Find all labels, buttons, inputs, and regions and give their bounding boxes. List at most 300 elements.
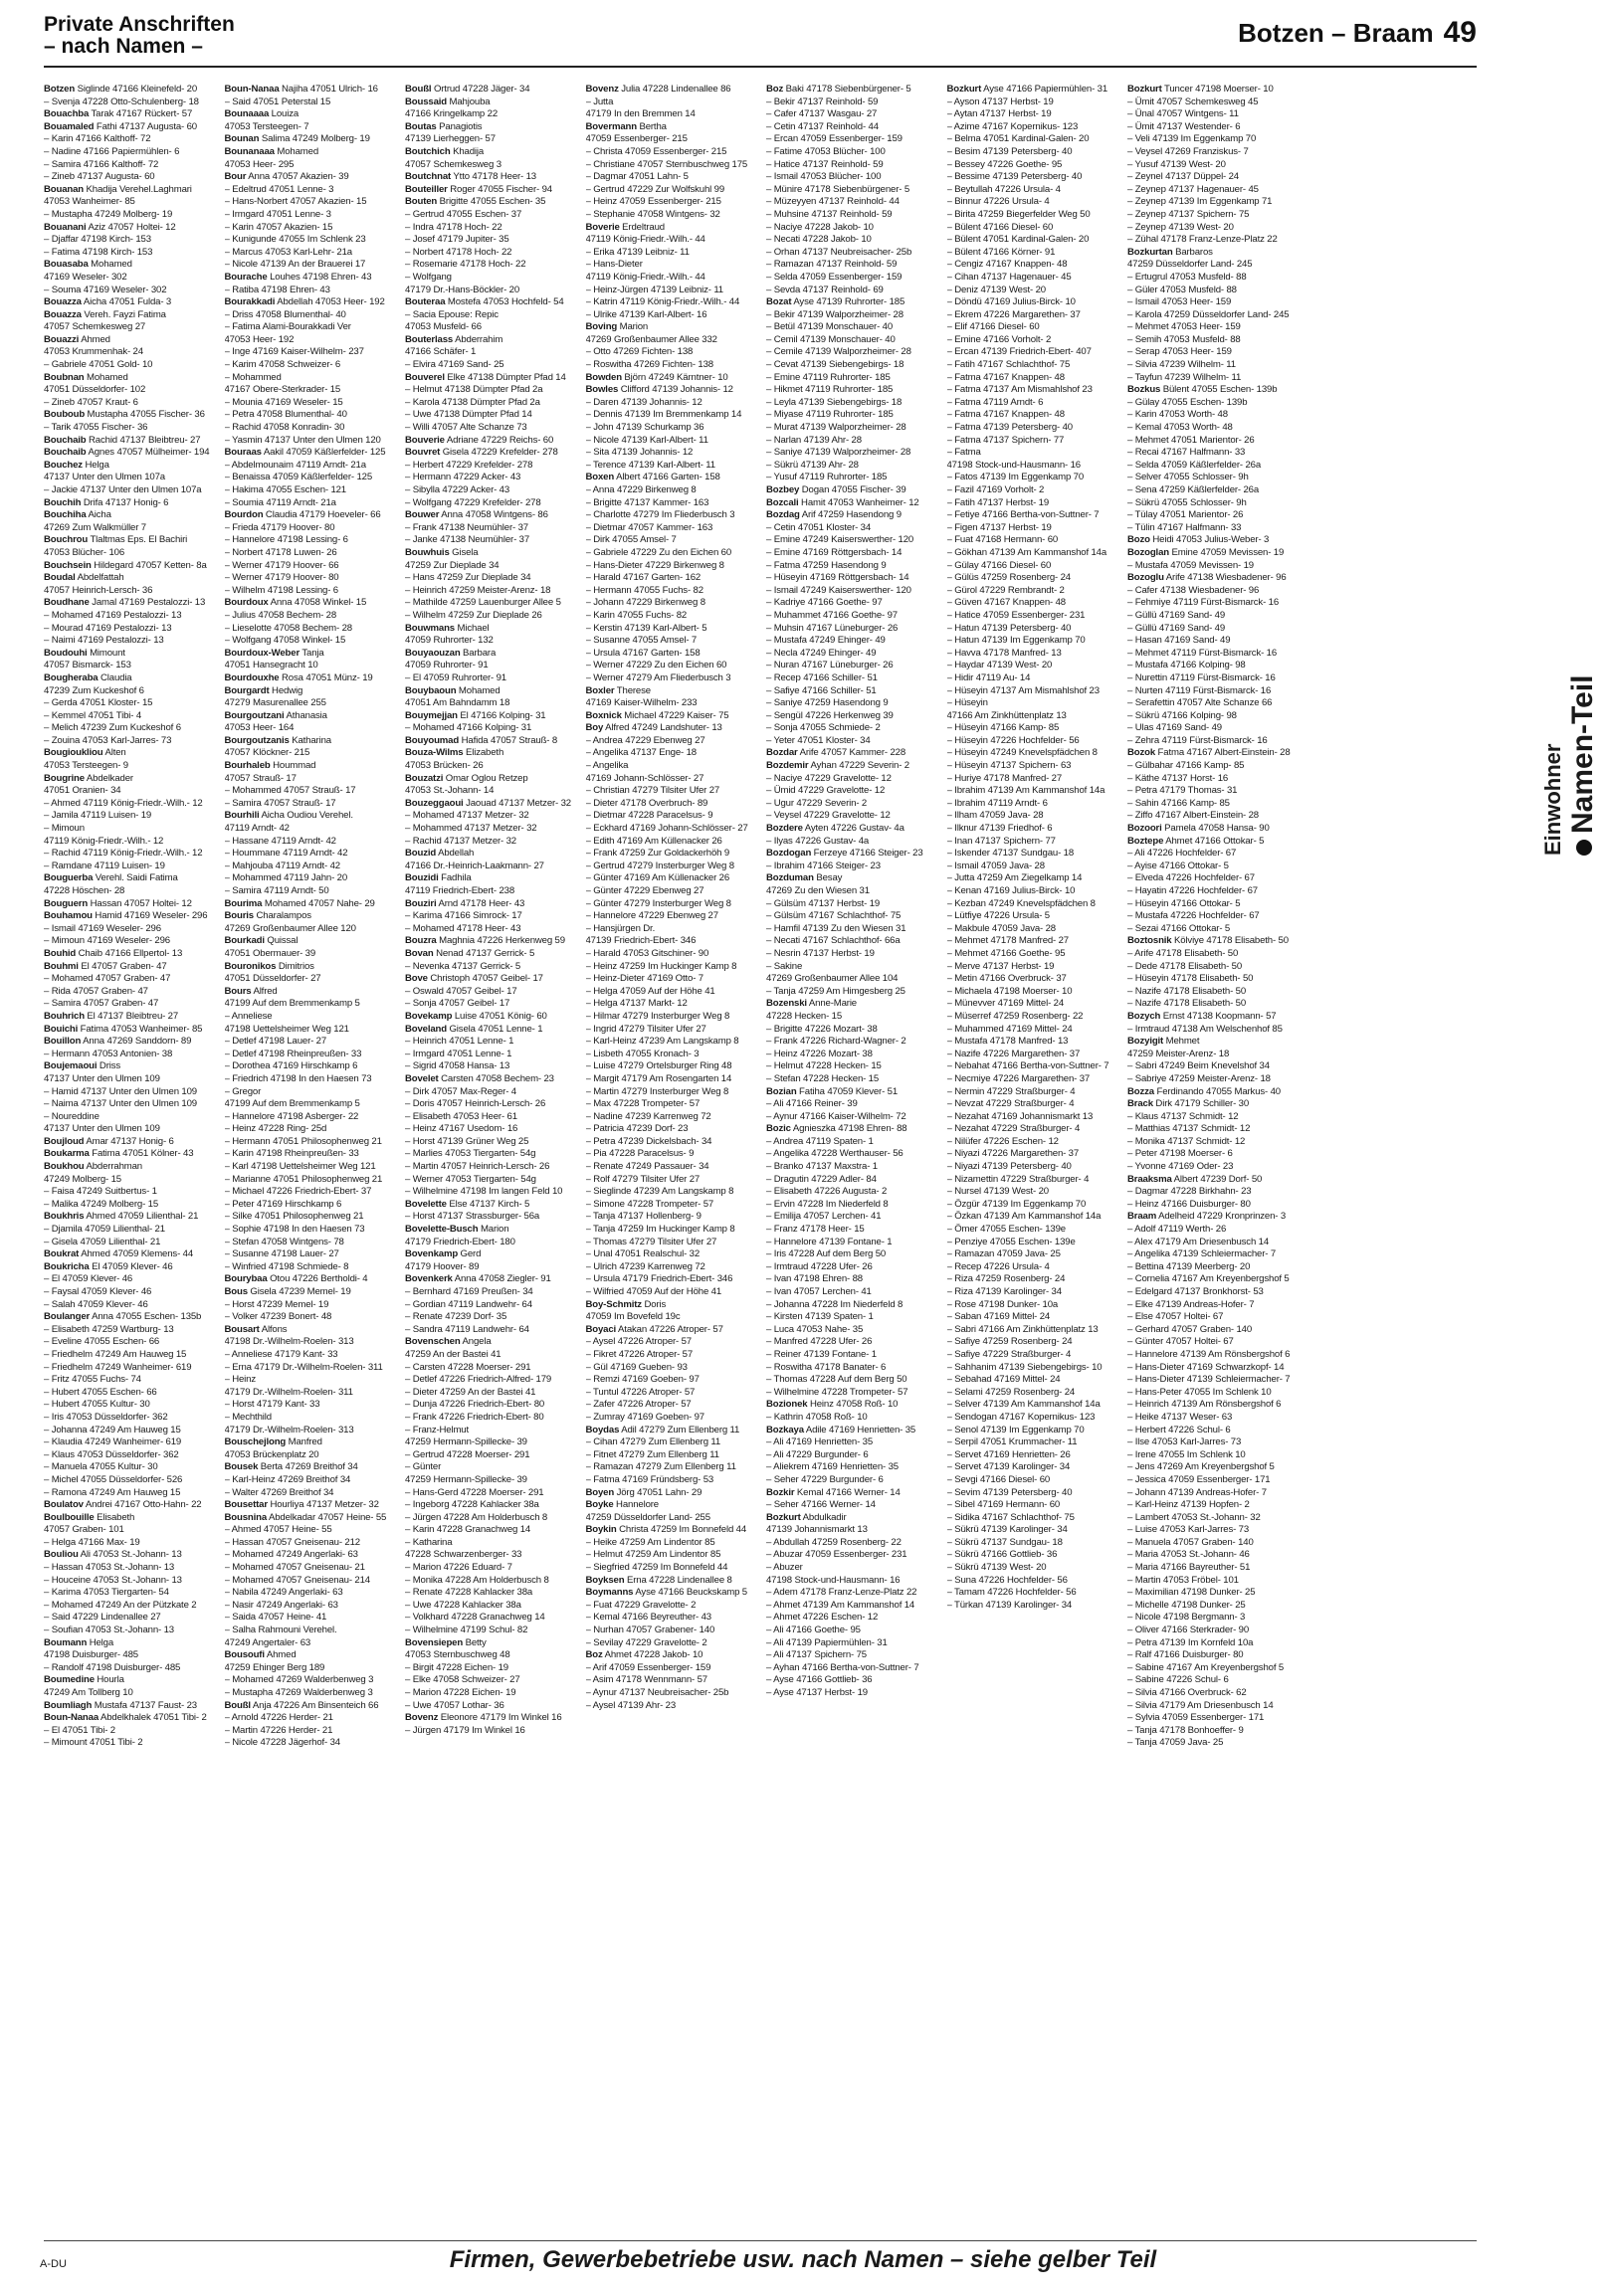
directory-entry: – Thomas 47228 Auf dem Berg 50 (766, 1374, 907, 1386)
directory-entry: – Hans-Dieter (585, 259, 643, 271)
directory-entry: – Aysel 47139 Ahr- 23 (585, 1699, 677, 1711)
directory-entry: – Stefan 47228 Hecken- 15 (766, 1072, 880, 1084)
directory-entry: Bouronikos Dimitrios (224, 960, 314, 972)
directory-entry: – Stefan 47058 Wintgens- 78 (224, 1236, 344, 1247)
side-tab-line1: Einwohner (1540, 743, 1565, 856)
directory-entry: – Werner 47229 Zu den Eichen 60 (585, 660, 727, 671)
directory-entry: – Said 47051 Peterstal 15 (224, 96, 331, 107)
directory-entry: – Ulas 47169 Sand- 49 (1127, 722, 1222, 734)
directory-entry: – Mustafa 47249 Ehinger- 49 (766, 635, 886, 647)
directory-entry: – El 47059 Klever- 46 (44, 1273, 133, 1285)
directory-entry: – Susanne 47198 Lauer- 27 (224, 1248, 339, 1260)
directory-entry: – Jessica 47059 Essenberger- 171 (1127, 1473, 1271, 1485)
directory-entry: – Frank 47259 Zur Goldackerhöh 9 (585, 848, 730, 860)
directory-entry: – Mohammed (224, 371, 282, 383)
directory-entry: – Ismail 47053 Blücher- 100 (766, 171, 882, 183)
directory-entry: – Harald 47167 Garten- 162 (585, 572, 702, 584)
directory-entry: – Marcus 47053 Karl-Lehr- 21a (224, 246, 352, 258)
directory-entry: – Serafettin 47057 Alte Schanze 66 (1127, 697, 1273, 709)
directory-entry: – Horst 47139 Grüner Weg 25 (405, 1135, 529, 1147)
page-number: 49 (1443, 16, 1477, 49)
footer-note: Firmen, Gewerbebetriebe usw. nach Namen – siehe gelber Teil (449, 2246, 1157, 2273)
directory-entry: – Fritz 47055 Fuchs- 74 (44, 1374, 141, 1386)
directory-entry: – Suna 47226 Hochfelder- 56 (946, 1574, 1068, 1586)
directory-entry: Bozdemir Ayhan 47229 Severin- 2 (766, 760, 909, 772)
directory-entry: – Bessey 47226 Goethe- 95 (946, 158, 1063, 170)
directory-entry: – Benaissa 47059 Käßlerfelder- 125 (224, 472, 372, 483)
directory-entry: Boumliagh Mustafa 47137 Faust- 23 (44, 1699, 197, 1711)
directory-entry: – Birgit 47228 Eichen- 19 (405, 1661, 508, 1673)
directory-entry: – Karl-Heinz 47139 Hopfen- 2 (1127, 1499, 1250, 1511)
directory-entry: – Gordian 47119 Landwehr- 64 (405, 1298, 532, 1310)
directory-entry: – Mathilde 47259 Lauenburger Allee 5 (405, 597, 561, 609)
directory-entry: Bouillon Anna 47269 Sanddorn- 89 (44, 1036, 192, 1048)
directory-entry: – Bettina 47139 Meerberg- 20 (1127, 1260, 1251, 1272)
directory-entry: – Maria 47166 Bayreuther- 51 (1127, 1562, 1251, 1574)
directory-entry: Bouliou Ali 47053 St.-Johann- 13 (44, 1549, 182, 1561)
directory-entry: – Günter 47279 Insterburger Weg 8 (585, 897, 731, 909)
directory-entry: Bovekamp Luise 47051 König- 60 (405, 1010, 547, 1022)
directory-entry: Boudouhi Mimount (44, 647, 125, 659)
directory-entry: – Rida 47057 Graben- 47 (44, 985, 148, 997)
directory-entry: – Susanne 47055 Amsel- 7 (585, 635, 698, 647)
directory-entry: – Dieter 47178 Overbruch- 89 (585, 797, 708, 809)
directory-entry: – Ugur 47229 Severin- 2 (766, 797, 868, 809)
directory-entry: 47051 Düsseldorfer- 102 (44, 384, 146, 396)
directory-entry: – Branko 47137 Maxstra- 1 (766, 1161, 878, 1173)
directory-entry: Bozych Ernst 47138 Koopmann- 57 (1127, 1010, 1277, 1022)
directory-entry: Bowden Björn 47249 Kärntner- 10 (585, 371, 728, 383)
directory-entry: – Elke 47139 Andreas-Hofer- 7 (1127, 1298, 1255, 1310)
directory-entry: – Karin 47057 Akazien- 15 (224, 221, 333, 233)
directory-entry: Bous Gisela 47239 Memel- 19 (224, 1286, 351, 1297)
directory-entry: 47059 Im Bovefeld 19c (585, 1311, 681, 1323)
directory-entry: – Miyase 47119 Ruhrorter- 185 (766, 409, 894, 421)
directory-entry: – Sigrid 47058 Hansa- 13 (405, 1060, 510, 1072)
directory-entry: – Frank 47138 Neumühler- 37 (405, 521, 528, 533)
directory-entry: – Detlef 47226 Friedrich-Alfred- 179 (405, 1374, 552, 1386)
directory-entry: – Karl 47198 Uettelsheimer Weg 121 (224, 1161, 376, 1173)
directory-entry: – Hassane 47119 Arndt- 42 (224, 835, 336, 847)
directory-entry: – Leyla 47139 Siebengebirgs- 18 (766, 396, 903, 408)
directory-entry: – Hüseyin 47166 Ottokar- 5 (1127, 897, 1241, 909)
directory-entry: – Heinrich 47051 Lenne- 1 (405, 1036, 514, 1048)
footer-code: A-DU (40, 2258, 67, 2270)
directory-entry: – Ali 47169 Henrietten- 35 (766, 1436, 874, 1448)
directory-entry: – Fatos 47139 Im Eggenkamp 70 (946, 472, 1085, 483)
directory-entry: Bouasaba Mohamed (44, 259, 132, 271)
directory-entry: – Ramdane 47119 Luisen- 19 (44, 860, 165, 871)
directory-entry: 47259 Düsseldorfer Land- 245 (1127, 259, 1253, 271)
directory-entry: – Djamila 47059 Lilienthal- 21 (44, 1224, 165, 1236)
directory-entry: – Thomas 47279 Tilsiter Ufer 27 (585, 1236, 717, 1247)
directory-entry: 47137 Unter den Ulmen 109 (44, 1072, 160, 1084)
directory-entry: 47199 Auf dem Bremmenkamp 5 (224, 1098, 360, 1110)
directory-entry: – Silke 47051 Philosophenweg 21 (224, 1211, 364, 1223)
directory-entry: – Arnold 47226 Herder- 21 (224, 1712, 333, 1724)
directory-entry: – Djaffar 47198 Kirch- 153 (44, 234, 151, 246)
directory-entry: – Wolfgang (405, 271, 452, 283)
directory-entry: – Hüseyin 47249 Knevelspfädchen 8 (946, 747, 1098, 759)
directory-entry: 47199 Auf dem Bremmenkamp 5 (224, 998, 360, 1010)
directory-entry: – Yasmin 47137 Unter den Ulmen 120 (224, 434, 381, 446)
directory-entry: – Dirk 47057 Max-Reger- 4 (405, 1085, 516, 1097)
directory-entry: – Ali 47229 Burgunder- 6 (766, 1448, 869, 1460)
directory-entry: – Niyazi 47226 Margarethen- 37 (946, 1148, 1080, 1160)
directory-entry: – Karima 47053 Tiergarten- 54 (44, 1587, 169, 1599)
directory-entry: – Veli 47139 Im Eggenkamp 70 (1127, 133, 1257, 145)
directory-column (1127, 84, 1297, 2227)
directory-entry: – Nevzat 47229 Straßburger- 4 (946, 1098, 1075, 1110)
directory-entry: Bozenski Anne-Marie (766, 998, 857, 1010)
directory-entry: Bourgardt Hedwig (224, 684, 303, 696)
directory-entry: – Marlies 47053 Tiergarten- 54g (405, 1148, 536, 1160)
directory-entry: – Johann 47139 Andreas-Hofer- 7 (1127, 1486, 1267, 1498)
directory-entry: – Veysel 47269 Franziskus- 7 (1127, 145, 1249, 157)
directory-entry: – Anneliese 47179 Kant- 33 (224, 1348, 338, 1360)
directory-entry: 47053 Wanheimer- 85 (44, 196, 135, 208)
directory-entry: Bozkir Kemal 47166 Werner- 14 (766, 1486, 901, 1498)
directory-entry: – Münevver 47169 Mittel- 24 (946, 998, 1065, 1010)
directory-column (44, 84, 213, 2227)
directory-entry: – Nazife 47178 Elisabeth- 50 (1127, 985, 1247, 997)
directory-entry: – Edeltrud 47051 Lenne- 3 (224, 183, 334, 195)
directory-entry: – Gertrud 47228 Moerser- 291 (405, 1448, 530, 1460)
directory-entry: – Cemil 47139 Monschauer- 40 (766, 333, 896, 345)
directory-entry: – Wilfried 47059 Auf der Höhe 41 (585, 1286, 722, 1297)
directory-entry: – Saida 47057 Heine- 41 (224, 1612, 327, 1624)
directory-entry: – Rolf 47279 Tilsiter Ufer 27 (585, 1173, 701, 1185)
directory-entry: Bourgoutzani Athanasia (224, 709, 327, 721)
directory-entry: – Haydar 47139 West- 20 (946, 660, 1053, 671)
directory-entry: – Otto 47269 Fichten- 138 (585, 346, 694, 358)
bullet-icon (1576, 840, 1592, 856)
directory-entry: – Hüseyin 47226 Hochfelder- 56 (946, 734, 1080, 746)
directory-entry: – Hatice 47059 Essenberger- 231 (946, 609, 1086, 621)
directory-entry: – Silvia 47166 Overbruck- 62 (1127, 1687, 1247, 1698)
directory-entry: – Dieter 47259 An der Bastei 41 (405, 1386, 536, 1398)
directory-entry: – Serap 47053 Heer- 159 (1127, 346, 1232, 358)
directory-entry: – Zeynep 47139 West- 20 (1127, 221, 1234, 233)
directory-entry: – Ibrahim 47139 Am Kammanshof 14a (946, 785, 1105, 797)
directory-entry: – Ömer 47055 Eschen- 139e (946, 1224, 1066, 1236)
directory-entry: – Mustafa 47166 Kolping- 98 (1127, 660, 1246, 671)
directory-entry: – Heinz-Jürgen 47139 Leibniz- 11 (585, 284, 723, 295)
directory-entry: – Mehmet 47051 Marientor- 26 (1127, 434, 1255, 446)
directory-entry: – Hidir 47119 Au- 14 (946, 671, 1031, 683)
directory-entry: – Werner 47053 Tiergarten- 54g (405, 1173, 536, 1185)
directory-entry: – Penziye 47055 Eschen- 139e (946, 1236, 1076, 1247)
directory-column (947, 84, 1116, 2227)
directory-entry: – Nicole 47228 Jägerhof- 34 (224, 1737, 340, 1749)
directory-entry: – Müzeyyen 47137 Reinhold- 44 (766, 196, 900, 208)
directory-entry: – Hans-Dieter 47229 Birkenweg 8 (585, 559, 724, 571)
directory-entry: – Monika 47137 Schmidt- 12 (1127, 1135, 1246, 1147)
directory-entry: 47053 Heer- 164 (224, 722, 295, 734)
directory-entry: Bouzid Abdellah (405, 848, 475, 860)
directory-entry: Bougrine Abdelkader (44, 772, 133, 784)
directory-entry: – Irmgard 47051 Lenne- 3 (224, 208, 331, 220)
directory-entry: – Mohammed 47137 Metzer- 32 (405, 823, 537, 835)
directory-entry: 47198 Duisburger- 485 (44, 1649, 138, 1661)
directory-entry: – Silvia 47239 Wilhelm- 11 (1127, 359, 1236, 371)
directory-entry: 47057 Strauß- 17 (224, 772, 297, 784)
directory-entry: 47166 Schäfer- 1 (405, 346, 477, 358)
directory-entry: – Tayfun 47239 Wilhelm- 11 (1127, 371, 1242, 383)
directory-entry: – Jackie 47137 Unter den Ulmen 107a (44, 484, 202, 495)
directory-entry: – Sükrü 47055 Schlosser- 9h (1127, 496, 1247, 508)
directory-entry: – Marion 47228 Eichen- 19 (405, 1687, 516, 1698)
directory-entry: – Emilija 47057 Lerchen- 41 (766, 1211, 882, 1223)
directory-entry: – Volker 47239 Bonert- 48 (224, 1311, 332, 1323)
directory-entry: Boudal Abdelfattah (44, 572, 124, 584)
directory-entry: 47139 Lierheggen- 57 (405, 133, 496, 145)
directory-entry: – Nesrin 47137 Herbst- 19 (766, 947, 875, 959)
directory-entry: – Gabriele 47051 Gold- 10 (44, 359, 153, 371)
directory-entry: 47119 König-Friedr.-Wilh.- 44 (585, 271, 705, 283)
directory-entry: – Frank 47226 Friedrich-Ebert- 80 (405, 1411, 544, 1423)
directory-entry: – Uwe 47228 Kahlacker 38a (405, 1599, 521, 1611)
directory-entry: – Hans-Gerd 47228 Moerser- 291 (405, 1486, 544, 1498)
directory-entry: 47179 Friedrich-Ebert- 180 (405, 1236, 515, 1247)
directory-entry: – Randolf 47198 Duisburger- 485 (44, 1661, 181, 1673)
directory-entry: 47179 Dr.-Wilhelm-Roelen- 311 (224, 1386, 353, 1398)
directory-entry: – Frank 47226 Richard-Wagner- 2 (766, 1036, 906, 1048)
directory-entry: Bouhamou Hamid 47169 Weseler- 296 (44, 910, 208, 922)
directory-entry: – Muhsine 47137 Reinhold- 59 (766, 208, 893, 220)
directory-entry: 47169 Weseler- 302 (44, 271, 127, 283)
directory-entry: Bourdouxhe Rosa 47051 Münz- 19 (224, 671, 373, 683)
directory-entry: 47198 Dr.-Wilhelm-Roelen- 313 (224, 1336, 354, 1348)
directory-entry: – Hans-Peter 47055 Im Schlenk 10 (1127, 1386, 1272, 1398)
directory-entry: 47057 Heinrich-Lersch- 36 (44, 584, 153, 596)
directory-entry: – Helmut 47138 Dümpter Pfad 2a (405, 384, 543, 396)
directory-entry: – Ayise 47166 Ottokar- 5 (1127, 860, 1229, 871)
directory-entry: Bouris Charalampos (224, 910, 311, 922)
directory-entry: Bouichi Fatima 47053 Wanheimer- 85 (44, 1023, 203, 1035)
directory-entry: – Herbert 47226 Schul- 6 (1127, 1424, 1231, 1435)
directory-entry: – Fatih 47167 Schlachthof- 75 (946, 359, 1071, 371)
directory-entry: – Güllü 47169 Sand- 49 (1127, 622, 1226, 634)
directory-entry: – Irmtraud 47228 Ufer- 26 (766, 1260, 873, 1272)
directory-entry: – Doris 47057 Heinrich-Lersch- 26 (405, 1098, 546, 1110)
directory-entry: 47259 Ehinger Berg 189 (224, 1661, 325, 1673)
directory-entry: – Lisbeth 47055 Kronach- 3 (585, 1048, 700, 1059)
directory-entry: 47137 Unter den Ulmen 107a (44, 472, 165, 483)
directory-entry: – Karin 47166 Kalthoff- 72 (44, 133, 151, 145)
directory-entry: – Dorothea 47169 Hirschkamp 6 (224, 1060, 358, 1072)
directory-entry: Bouyoumad Hafida 47057 Strauß- 8 (405, 734, 558, 746)
directory-entry: – Niyazi 47139 Petersberg- 40 (946, 1161, 1072, 1173)
directory-entry: – Saniye 47139 Walporzheimer- 28 (766, 447, 911, 459)
directory-entry: – Roswitha 47178 Banater- 6 (766, 1361, 887, 1373)
directory-entry: – Uwe 47057 Lothar- 36 (405, 1699, 504, 1711)
directory-entry: – Saniye 47259 Hasendong 9 (766, 697, 889, 709)
directory-entry: Bouchiha Aicha (44, 509, 111, 521)
directory-entry: – Sabri 47166 Am Zinkhüttenplatz 13 (946, 1323, 1099, 1335)
directory-entry: – Zouina 47053 Karl-Jarres- 73 (44, 734, 172, 746)
directory-entry: 47053 Sternbuschweg 48 (405, 1649, 510, 1661)
directory-entry: Bowles Clifford 47139 Johannis- 12 (585, 384, 733, 396)
directory-entry: – Birita 47259 Biegerfelder Weg 50 (946, 208, 1091, 220)
directory-entry: – Tarik 47055 Fischer- 36 (44, 422, 148, 434)
directory-entry: – Nazife 47226 Margarethen- 37 (946, 1048, 1081, 1059)
directory-entry: – Riza 47139 Karolinger- 34 (946, 1286, 1062, 1297)
directory-entry: – Güven 47167 Knappen- 48 (946, 597, 1066, 609)
directory-entry: – Hermann 47051 Philosophenweg 21 (224, 1135, 382, 1147)
directory-entry: – Mohamed 47249 An der Pützkate 2 (44, 1599, 197, 1611)
directory-entry: – Elke 47058 Schweizer- 27 (405, 1674, 520, 1686)
directory-entry: – Mehmet 47053 Heer- 159 (1127, 321, 1241, 333)
directory-entry: Boyke Hannelore (585, 1499, 659, 1511)
directory-entry: – Servet 47139 Karolinger- 34 (946, 1461, 1071, 1473)
directory-entry: Boz Ahmet 47228 Jakob- 10 (585, 1649, 703, 1661)
directory-entry: – Ilham 47059 Java- 28 (946, 810, 1044, 822)
directory-entry: – Sandra 47119 Landwehr- 64 (405, 1323, 529, 1335)
directory-entry: 47119 Arndt- 42 (224, 823, 290, 835)
directory-entry: – Naimi 47169 Pestalozzi- 13 (44, 635, 164, 647)
directory-entry: Bouziri Arnd 47178 Heer- 43 (405, 897, 525, 909)
directory-entry: – Inan 47137 Spichern- 77 (946, 835, 1056, 847)
directory-entry: – Cornelia 47167 Am Kreyenbergshof 5 (1127, 1273, 1290, 1285)
directory-entry: 47057 Schemkesweg 3 (405, 158, 502, 170)
directory-entry: – Maximilian 47198 Dunker- 25 (1127, 1587, 1256, 1599)
directory-entry: – Mourad 47169 Pestalozzi- 13 (44, 622, 172, 634)
directory-entry: – Nezahat 47229 Straßburger- 4 (946, 1123, 1081, 1135)
directory-entry: – Ramona 47249 Am Hauweg 15 (44, 1486, 181, 1498)
directory-entry: – Sidika 47167 Schlachthof- 75 (946, 1511, 1075, 1523)
directory-entry: – Hikmet 47119 Ruhrorter- 185 (766, 384, 894, 396)
directory-entry: – Mohammed 47119 Jahn- 20 (224, 872, 348, 884)
directory-entry: – Fatma 47167 Knappen- 48 (946, 371, 1065, 383)
directory-entry: – Selda 47059 Käßlerfelder- 26a (1127, 459, 1262, 471)
directory-entry: – Hans-Norbert 47057 Akazien- 15 (224, 196, 367, 208)
directory-entry: – Gertrud 47055 Eschen- 37 (405, 208, 522, 220)
directory-entry: – Fatih 47137 Herbst- 19 (946, 496, 1050, 508)
directory-entry: – Fetiye 47166 Bertha-von-Suttner- 7 (946, 509, 1100, 521)
directory-entry: Bovenkamp Gerd (405, 1248, 482, 1260)
directory-entry: Bouguern Hassan 47057 Holtei- 12 (44, 897, 192, 909)
directory-entry: – Harald 47053 Gitschiner- 90 (585, 947, 709, 959)
directory-entry: – Recai 47167 Halfmann- 33 (1127, 447, 1246, 459)
directory-entry: 47269 Zu den Wiesen 31 (766, 885, 870, 896)
directory-entry: 47179 Dr.-Hans-Böckler- 20 (405, 284, 520, 295)
directory-entry: – Ercan 47139 Friedrich-Ebert- 407 (946, 346, 1092, 358)
directory-entry: Boverie Erdeltraud (585, 221, 665, 233)
directory-entry: Boxler Therese (585, 684, 651, 696)
directory-entry: – Said 47229 Lindenallee 27 (44, 1612, 161, 1624)
directory-entry: – Cafer 47137 Wasgau- 27 (766, 108, 878, 120)
directory-entry: – Azime 47167 Kopernikus- 123 (946, 120, 1079, 132)
directory-entry: – Arife 47178 Elisabeth- 50 (1127, 947, 1239, 959)
directory-entry: Bourdoux-Weber Tanja (224, 647, 324, 659)
directory-entry: Boukricha El 47059 Klever- 46 (44, 1260, 173, 1272)
directory-entry: – Heinz 47226 Mozart- 38 (766, 1048, 873, 1059)
directory-entry: – Belma 47051 Kardinal-Galen- 20 (946, 133, 1090, 145)
directory-entry: – Sonja 47057 Geibel- 17 (405, 998, 510, 1010)
directory-entry: – Norbert 47178 Luwen- 26 (224, 546, 337, 558)
directory-entry: – Ali 47166 Reiner- 39 (766, 1098, 858, 1110)
directory-entry: – Heinz 47059 Essenberger- 215 (585, 196, 721, 208)
directory-entry: – Martin 47057 Heinrich-Lersch- 26 (405, 1161, 550, 1173)
directory-entry: Bozionek Heinz 47058 Roß- 10 (766, 1399, 899, 1411)
directory-entry: 47051 Oranien- 34 (44, 785, 121, 797)
directory-entry: – Karima 47166 Simrock- 17 (405, 910, 522, 922)
directory-entry: Bouzra Maghnia 47226 Herkenweg 59 (405, 935, 565, 947)
directory-entry: – Sevilay 47229 Gravelotte- 2 (585, 1636, 707, 1648)
directory-entry: – Pia 47228 Paracelsus- 9 (585, 1148, 695, 1160)
directory-entry: Bounaaaa Louiza (224, 108, 300, 120)
directory-entry: – Günter 47169 Am Küllenacker 26 (585, 872, 730, 884)
directory-entry: – Manuela 47055 Kultur- 30 (44, 1461, 158, 1473)
directory-entry: Boy Alfred 47249 Landshuter- 13 (585, 722, 722, 734)
directory-entry: – Anna 47229 Birkenweg 8 (585, 484, 697, 495)
directory-entry: Bouchaib Agnes 47057 Mülheimer- 194 (44, 447, 210, 459)
directory-entry: – Sebahad 47169 Mittel- 24 (946, 1374, 1061, 1386)
directory-entry: – Fehmiye 47119 Fürst-Bismarck- 16 (1127, 597, 1280, 609)
directory-entry: – Adem 47178 Franz-Lenze-Platz 22 (766, 1587, 917, 1599)
directory-entry: – Safiye 47229 Straßburger- 4 (946, 1348, 1072, 1360)
directory-entry: – Mimount 47051 Tibi- 2 (44, 1737, 143, 1749)
directory-entry: – Rachid 47058 Konradin- 30 (224, 422, 345, 434)
directory-entry: – Irene 47055 Im Schlenk 10 (1127, 1448, 1246, 1460)
directory-entry: Bouvret Gisela 47229 Krefelder- 278 (405, 447, 558, 459)
directory-entry: – Mahjouba 47119 Arndt- 42 (224, 860, 340, 871)
directory-entry: Bouzeggaoui Jaouad 47137 Metzer- 32 (405, 797, 571, 809)
directory-entry: – Faisa 47249 Suitbertus- 1 (44, 1186, 157, 1198)
page-header (44, 14, 1477, 66)
directory-entry: – Katrin 47119 König-Friedr.-Wilh.- 44 (585, 296, 740, 308)
directory-entry: – Ismail 47053 Heer- 159 (1127, 296, 1232, 308)
directory-entry: Boutchich Khadija (405, 145, 485, 157)
directory-entry: – Luise 47279 Ortelsburger Ring 48 (585, 1060, 732, 1072)
directory-entry: – Renate 47249 Passauer- 34 (585, 1161, 709, 1173)
directory-entry: – Tanja 47137 Hollenberg- 9 (585, 1211, 702, 1223)
directory-entry: – Tamam 47226 Hochfelder- 56 (946, 1587, 1077, 1599)
directory-entry: – Anneliese (224, 1010, 273, 1022)
directory-entry: Bouraas Aakil 47059 Käßlerfelder- 125 (224, 447, 386, 459)
directory-entry: – Peter 47198 Moerser- 6 (1127, 1148, 1233, 1160)
directory-entry: 47228 Höschen- 28 (44, 885, 125, 896)
directory-entry: – Karin 47198 Rheinpreußen- 33 (224, 1148, 359, 1160)
directory-entry: – Heinz-Dieter 47169 Otto- 7 (585, 973, 703, 985)
directory-entry: – Helga 47137 Markt- 12 (585, 998, 688, 1010)
page-range-heading (1238, 16, 1477, 50)
directory-entry: 47051 Obermauer- 39 (224, 947, 316, 959)
directory-entry: Bouachba Tarak 47167 Rückert- 57 (44, 108, 193, 120)
directory-entry: – Driss 47058 Blumenthal- 40 (224, 308, 346, 320)
directory-entry: 47269 Großenbaumer Allee 104 (766, 973, 899, 985)
directory-entry: 47053 Tersteegen- 9 (44, 760, 128, 772)
directory-entry: – Heike 47259 Am Lindentor 85 (585, 1536, 715, 1548)
directory-entry: – Nicole 47139 An der Brauerei 17 (224, 259, 366, 271)
directory-entry: – Nuran 47167 Lüneburger- 26 (766, 660, 894, 671)
directory-entry: – Ibrahim 47119 Arndt- 6 (946, 797, 1048, 809)
directory-entry: – Zühal 47178 Franz-Lenze-Platz 22 (1127, 234, 1278, 246)
directory-entry: – Sibel 47169 Hermann- 60 (946, 1499, 1061, 1511)
directory-entry: Bovelette-Busch Marion (405, 1224, 509, 1236)
directory-entry: – Özkan 47139 Am Kammanshof 14a (946, 1211, 1102, 1223)
directory-entry: – Nizamettin 47229 Straßburger- 4 (946, 1173, 1090, 1185)
directory-entry: Boxen Albert 47166 Garten- 158 (585, 472, 720, 483)
directory-entry: – Eveline 47055 Eschen- 66 (44, 1336, 160, 1348)
directory-entry: Bozic Agnieszka 47198 Ehren- 88 (766, 1123, 907, 1135)
directory-entry: – Ekrem 47226 Margarethen- 37 (946, 308, 1081, 320)
directory-entry: – Fatima 47198 Kirch- 153 (44, 246, 153, 258)
directory-entry: – Dennis 47139 Im Bremmenkamp 14 (585, 409, 742, 421)
directory-entry: – Angelika (585, 760, 629, 772)
directory-entry: – Dietmar 47057 Kammer- 163 (585, 521, 713, 533)
